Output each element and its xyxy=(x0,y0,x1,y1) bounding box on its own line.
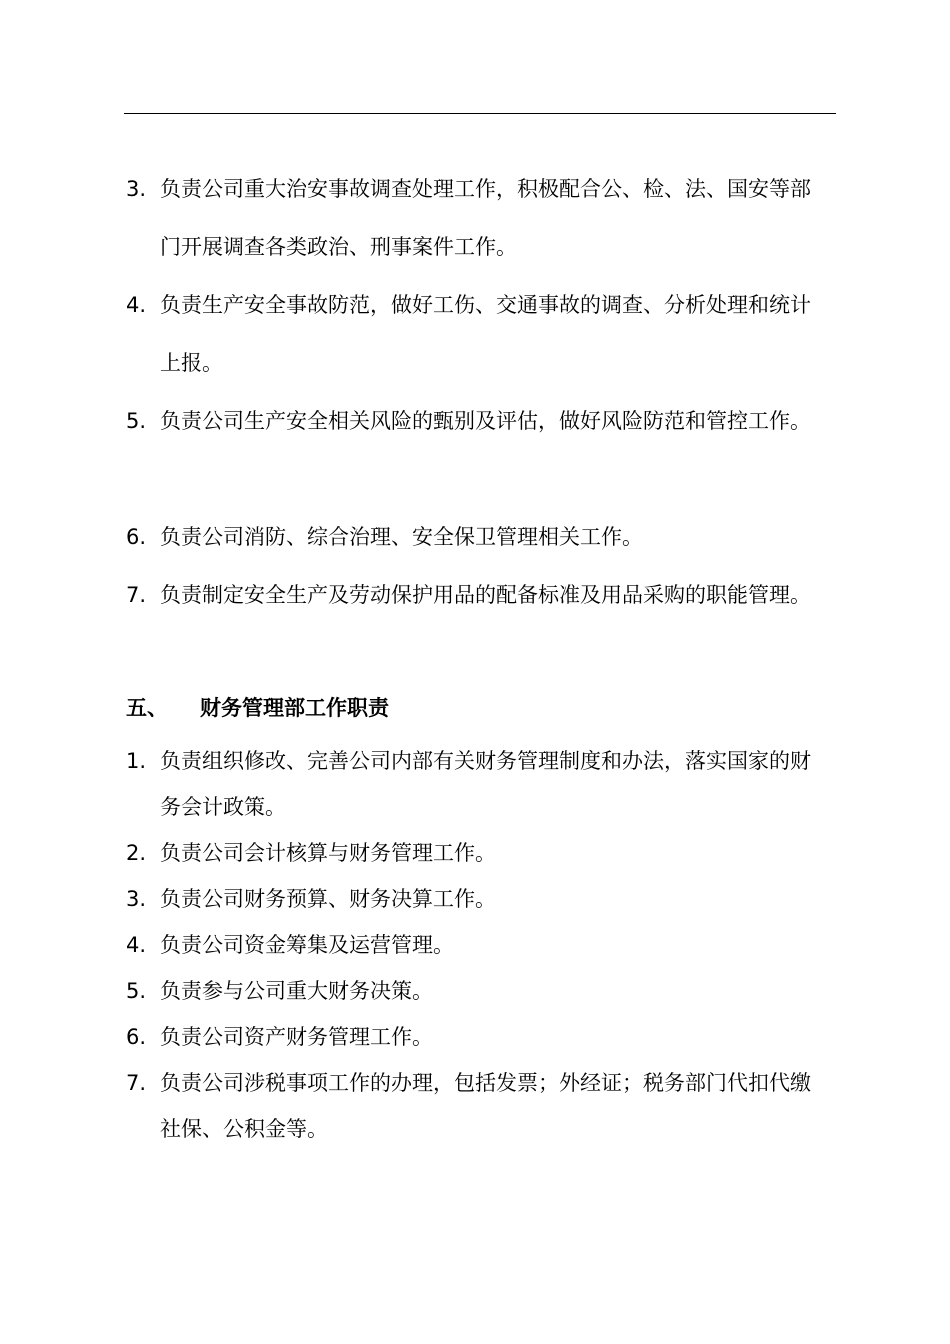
item-number: 6. xyxy=(126,525,147,549)
section-heading xyxy=(126,690,389,726)
item-text: 负责公司生产安全相关风险的甄别及评估，做好风险防范和管控工作。 xyxy=(160,409,811,433)
item-text: 负责公司消防、综合治理、安全保卫管理相关工作。 xyxy=(160,525,643,549)
item-text: 负责制定安全生产及劳动保护用品的配备标准及用品采购的职能管理。 xyxy=(160,583,811,607)
list-item xyxy=(126,876,826,922)
item-text: 负责公司财务预算、财务决算工作。 xyxy=(160,887,496,911)
item-text: 负责公司资金筹集及运营管理。 xyxy=(160,933,454,957)
item-number: 3. xyxy=(126,177,147,201)
list-item xyxy=(126,392,826,450)
item-number: 7. xyxy=(126,1071,147,1095)
list-item xyxy=(126,1014,826,1060)
item-number: 5. xyxy=(126,979,147,1003)
item-number: 1. xyxy=(126,749,147,773)
item-text: 负责公司重大治安事故调查处理工作，积极配合公、检、法、国安等部门开展调查各类政治、刑事案件工作。 xyxy=(160,177,811,259)
list-item xyxy=(126,830,826,876)
item-number: 7. xyxy=(126,583,147,607)
list-item xyxy=(126,1060,826,1152)
item-number: 3. xyxy=(126,887,147,911)
item-text: 负责组织修改、完善公司内部有关财务管理制度和办法，落实国家的财务会计政策。 xyxy=(160,749,811,819)
list-item xyxy=(126,968,826,1014)
item-text: 负责参与公司重大财务决策。 xyxy=(160,979,433,1003)
header-rule xyxy=(124,113,836,114)
item-number: 4. xyxy=(126,933,147,957)
item-number: 2. xyxy=(126,841,147,865)
item-number: 4. xyxy=(126,293,147,317)
item-text: 负责公司资产财务管理工作。 xyxy=(160,1025,433,1049)
list-item xyxy=(126,738,826,830)
list-item xyxy=(126,276,826,392)
item-number: 5. xyxy=(126,409,147,433)
item-text: 负责公司会计核算与财务管理工作。 xyxy=(160,841,496,865)
item-number: 6. xyxy=(126,1025,147,1049)
list-item xyxy=(126,508,826,566)
item-text: 负责公司涉税事项工作的办理，包括发票；外经证；税务部门代扣代缴社保、公积金等。 xyxy=(160,1071,811,1141)
list-item xyxy=(126,922,826,968)
list-item xyxy=(126,566,826,624)
item-text: 负责生产安全事故防范，做好工伤、交通事故的调查、分析处理和统计上报。 xyxy=(160,293,811,375)
section-title: 财务管理部工作职责 xyxy=(200,696,389,720)
section-number: 五、 xyxy=(126,696,168,720)
list-item xyxy=(126,160,826,276)
